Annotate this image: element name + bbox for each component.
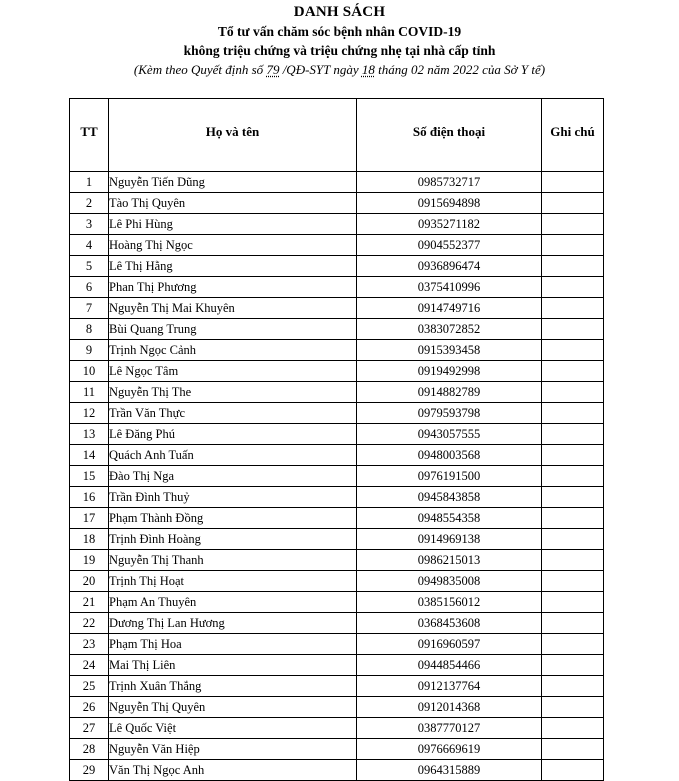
column-header-tt: TT [70,99,109,172]
phone-number: 0914969138 [357,529,542,550]
phone-number: 0916960597 [357,634,542,655]
table-body [70,172,604,781]
person-name: Dương Thị Lan Hương [109,613,357,634]
row-number: 2 [70,193,109,214]
row-number: 27 [70,718,109,739]
person-name: Nguyễn Văn Hiệp [109,739,357,760]
table-row [70,634,604,655]
person-name: Mai Thị Liên [109,655,357,676]
decision-number: 79 [266,62,280,77]
person-name: Lê Ngọc Tâm [109,361,357,382]
table-row [70,298,604,319]
row-number: 22 [70,613,109,634]
decision-code: /QĐ-SYT ngày [282,62,359,77]
phone-number: 0944854466 [357,655,542,676]
person-name: Trần Văn Thực [109,403,357,424]
row-number: 4 [70,235,109,256]
person-name: Đào Thị Nga [109,466,357,487]
person-name: Hoàng Thị Ngọc [109,235,357,256]
phone-number: 0915393458 [357,340,542,361]
table-row [70,382,604,403]
table-row [70,445,604,466]
table-row [70,760,604,781]
note-cell [542,361,604,382]
note-cell [542,508,604,529]
table-row [70,172,604,193]
phone-number: 0949835008 [357,571,542,592]
row-number: 12 [70,403,109,424]
note-cell [542,214,604,235]
document-subtitle-line2: không triệu chứng và triệu chứng nhẹ tại nhà cấp tỉnh [183,43,496,58]
row-number: 21 [70,592,109,613]
note-cell [542,382,604,403]
row-number: 13 [70,424,109,445]
note-cell [542,718,604,739]
person-name: Tào Thị Quyên [109,193,357,214]
phone-number: 0385156012 [357,592,542,613]
decision-reference [0,60,679,79]
row-number: 6 [70,277,109,298]
note-cell [542,571,604,592]
phone-number: 0936896474 [357,256,542,277]
row-number: 25 [70,676,109,697]
person-name: Nguyễn Thị The [109,382,357,403]
phone-number: 0976191500 [357,466,542,487]
phone-number: 0912137764 [357,676,542,697]
note-cell [542,634,604,655]
person-name: Nguyễn Thị Mai Khuyên [109,298,357,319]
table-row [70,508,604,529]
table-row [70,466,604,487]
person-name: Trần Đình Thuỷ [109,487,357,508]
column-header-name: Họ và tên [109,99,357,172]
row-number: 8 [70,319,109,340]
person-name: Lê Phi Hùng [109,214,357,235]
table-row [70,235,604,256]
note-cell [542,613,604,634]
document-subtitle-line1: Tổ tư vấn chăm sóc bệnh nhân COVID-19 [217,24,462,39]
table-row [70,256,604,277]
row-number: 10 [70,361,109,382]
table-row [70,739,604,760]
phone-number: 0964315889 [357,760,542,781]
row-number: 23 [70,634,109,655]
note-cell [542,445,604,466]
table-row [70,340,604,361]
note-cell [542,298,604,319]
table-row [70,361,604,382]
row-number: 26 [70,697,109,718]
note-cell [542,676,604,697]
phone-number: 0383072852 [357,319,542,340]
note-cell [542,172,604,193]
phone-number: 0904552377 [357,235,542,256]
column-header-note: Ghi chú [542,99,604,172]
table-row [70,319,604,340]
row-number: 3 [70,214,109,235]
note-cell [542,256,604,277]
phone-number: 0979593798 [357,403,542,424]
phone-number: 0945843858 [357,487,542,508]
table-row [70,214,604,235]
table-row [70,613,604,634]
note-cell [542,529,604,550]
table-row [70,550,604,571]
phone-number: 0919492998 [357,361,542,382]
note-cell [542,403,604,424]
person-name: Trịnh Thị Hoạt [109,571,357,592]
person-name: Trịnh Đình Hoàng [109,529,357,550]
table-row [70,718,604,739]
table-row [70,592,604,613]
table-row [70,424,604,445]
person-name: Văn Thị Ngọc Anh [109,760,357,781]
row-number: 18 [70,529,109,550]
note-cell [542,655,604,676]
row-number: 17 [70,508,109,529]
row-number: 15 [70,466,109,487]
note-cell [542,340,604,361]
note-cell [542,592,604,613]
note-cell [542,235,604,256]
note-cell [542,319,604,340]
row-number: 7 [70,298,109,319]
person-name: Bùi Quang Trung [109,319,357,340]
note-cell [542,697,604,718]
note-cell [542,424,604,445]
decision-prefix: (Kèm theo Quyết định số [133,62,264,77]
phone-number: 0948554358 [357,508,542,529]
row-number: 29 [70,760,109,781]
note-cell [542,739,604,760]
phone-number: 0915694898 [357,193,542,214]
phone-number: 0976669619 [357,739,542,760]
decision-month-year: tháng 02 năm 2022 của Sở Y tế) [378,62,546,77]
table-row [70,697,604,718]
phone-number: 0986215013 [357,550,542,571]
phone-number: 0375410996 [357,277,542,298]
person-name: Phạm An Thuyên [109,592,357,613]
row-number: 11 [70,382,109,403]
phone-number: 0985732717 [357,172,542,193]
table-row [70,655,604,676]
row-number: 24 [70,655,109,676]
person-name: Quách Anh Tuấn [109,445,357,466]
person-name: Lê Quốc Việt [109,718,357,739]
decision-day: 18 [361,62,375,77]
table-row [70,403,604,424]
row-number: 19 [70,550,109,571]
phone-number: 0368453608 [357,613,542,634]
row-number: 1 [70,172,109,193]
row-number: 9 [70,340,109,361]
table-row [70,676,604,697]
column-header-phone: Số điện thoại [357,99,542,172]
row-number: 20 [70,571,109,592]
table-row [70,277,604,298]
phone-number: 0935271182 [357,214,542,235]
phone-number: 0943057555 [357,424,542,445]
person-name: Nguyễn Thị Thanh [109,550,357,571]
note-cell [542,466,604,487]
note-cell [542,277,604,298]
row-number: 14 [70,445,109,466]
note-cell [542,550,604,571]
note-cell [542,760,604,781]
table-row [70,487,604,508]
person-name: Phạm Thành Đồng [109,508,357,529]
person-name: Trịnh Xuân Thắng [109,676,357,697]
person-name: Phan Thị Phương [109,277,357,298]
person-name: Phạm Thị Hoa [109,634,357,655]
note-cell [542,487,604,508]
document-header [0,0,679,79]
phone-number: 0914749716 [357,298,542,319]
note-cell [542,193,604,214]
phone-number: 0387770127 [357,718,542,739]
table-header [70,99,604,172]
row-number: 28 [70,739,109,760]
person-name: Lê Đăng Phú [109,424,357,445]
phone-number: 0948003568 [357,445,542,466]
row-number: 5 [70,256,109,277]
table-row [70,529,604,550]
phone-number: 0914882789 [357,382,542,403]
person-name: Trịnh Ngọc Cảnh [109,340,357,361]
row-number: 16 [70,487,109,508]
phone-number: 0912014368 [357,697,542,718]
person-name: Nguyễn Thị Quyên [109,697,357,718]
person-name: Nguyễn Tiến Dũng [109,172,357,193]
table-row [70,193,604,214]
document-title: DANH SÁCH [293,4,386,20]
person-name: Lê Thị Hằng [109,256,357,277]
table-row [70,571,604,592]
consultant-list-table [69,98,604,781]
